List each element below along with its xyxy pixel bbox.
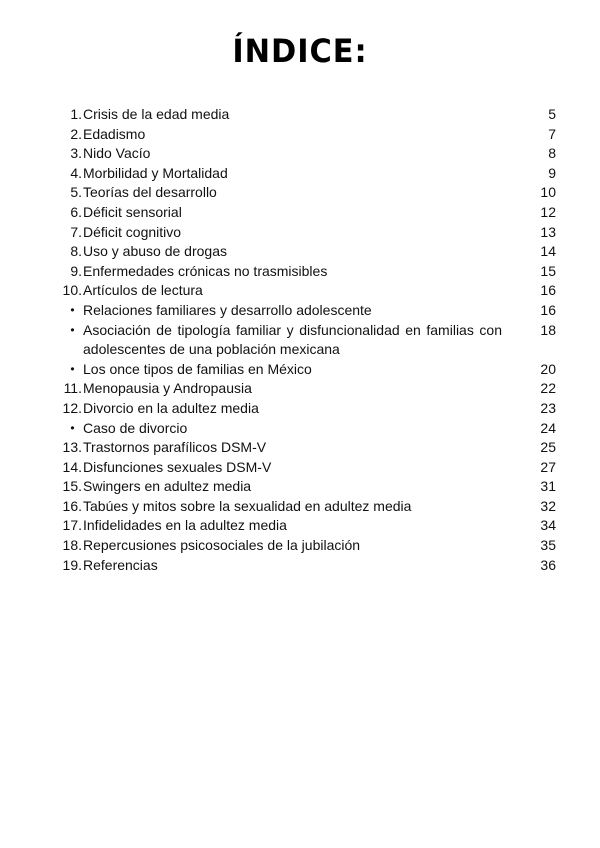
entry-title: Repercusiones psicosociales de la jubilación (83, 537, 361, 554)
entry-number: 13. (62, 439, 82, 456)
page-number: 34 (540, 517, 556, 534)
entry-title: Los once tipos de familias en México (83, 360, 312, 377)
toc-entry (60, 105, 556, 125)
bullet-marker: • (70, 302, 75, 317)
page-number: 8 (548, 145, 556, 162)
entry-title: Trastornos parafílicos DSM-V (83, 439, 267, 456)
bullet-marker: • (70, 322, 75, 337)
entry-number: 10. (62, 282, 82, 299)
entry-title: Nido Vacío (83, 145, 151, 162)
toc-entry (60, 301, 556, 321)
toc-entry (60, 360, 556, 380)
page-number: 9 (548, 164, 556, 181)
page-number: 35 (540, 537, 556, 554)
entry-title: Teorías del desarrollo (83, 184, 217, 201)
entry-number: 17. (62, 517, 82, 534)
entry-title: Divorcio en la adultez media (83, 399, 259, 416)
bullet-marker: • (70, 420, 75, 435)
entry-title: Crisis de la edad media (83, 106, 230, 122)
page-number: 16 (540, 301, 556, 318)
entry-title: Enfermedades crónicas no trasmisibles (83, 262, 328, 279)
entry-title: Tabúes y mitos sobre la sexualidad en adultez media (83, 497, 412, 514)
page-number: 5 (548, 106, 556, 122)
toc-entry (60, 438, 556, 458)
entry-title: Déficit sensorial (83, 203, 182, 220)
entry-number: 15. (62, 478, 82, 495)
toc-entry (60, 419, 556, 439)
entry-number: 18. (62, 537, 82, 554)
entry-title: Artículos de lectura (83, 282, 203, 299)
toc-entry (60, 321, 556, 360)
page-number: 7 (548, 125, 556, 142)
bullet-marker: • (70, 361, 75, 376)
page-number: 22 (540, 380, 556, 397)
page-number: 36 (540, 556, 556, 573)
entry-number: 4. (70, 164, 82, 181)
entry-number: 8. (70, 243, 82, 260)
entry-title: Morbilidad y Mortalidad (83, 164, 228, 181)
page-number: 20 (540, 360, 556, 377)
entry-title: Déficit cognitivo (83, 223, 182, 240)
page-number: 14 (540, 243, 556, 260)
table-of-contents (60, 105, 556, 575)
toc-entry (60, 379, 556, 399)
page-number: 18 (540, 321, 556, 338)
page-number: 24 (540, 419, 556, 436)
entry-number: 9. (70, 262, 82, 279)
entry-title: Referencias (83, 556, 158, 573)
entry-number: 7. (70, 223, 82, 240)
toc-entry (60, 516, 556, 536)
page-number: 13 (540, 223, 556, 240)
entry-title: Relaciones familiares y desarrollo adolescente (83, 301, 372, 318)
entry-number: 14. (62, 458, 82, 475)
page-number: 31 (540, 478, 556, 495)
entry-title: Menopausia y Andropausia (83, 380, 252, 397)
toc-entry (60, 399, 556, 419)
toc-entry (60, 203, 556, 223)
entry-title: Edadismo (83, 125, 146, 142)
entry-number: 5. (70, 184, 82, 201)
page-number: 25 (540, 439, 556, 456)
entry-title: Caso de divorcio (83, 419, 188, 436)
entry-number: 3. (70, 145, 82, 162)
toc-entry (60, 281, 556, 301)
entry-title: Disfunciones sexuales DSM-V (83, 458, 272, 475)
page-number: 10 (540, 184, 556, 201)
toc-entry (60, 125, 556, 145)
page-number: 12 (540, 203, 556, 220)
entry-number: 1. (70, 106, 82, 122)
page-number: 23 (540, 399, 556, 416)
page-number: 15 (540, 262, 556, 279)
entry-number: 11. (63, 380, 82, 397)
toc-entry (60, 556, 556, 576)
entry-number: 19. (62, 556, 82, 573)
page-number: 27 (540, 458, 556, 475)
entry-title: Uso y abuso de drogas (83, 243, 227, 260)
toc-entry (60, 144, 556, 164)
toc-entry (60, 242, 556, 262)
entry-number: 16. (62, 497, 82, 514)
toc-entry (60, 536, 556, 556)
toc-entry (60, 262, 556, 282)
entry-title: Infidelidades en la adultez media (83, 517, 287, 534)
page-title: ÍNDICE: (232, 32, 368, 70)
toc-entry (60, 497, 556, 517)
toc-entry (60, 458, 556, 478)
page-number: 32 (540, 497, 556, 514)
entry-title: Asociación de tipología familiar y disfuncionalidad en familias con adolescentes de una población mexicana (83, 321, 502, 358)
page-number: 16 (540, 282, 556, 299)
entry-number: 2. (70, 125, 82, 142)
toc-entry (60, 164, 556, 184)
toc-entry (60, 477, 556, 497)
entry-number: 6. (70, 203, 82, 220)
entry-title: Swingers en adultez media (83, 478, 252, 495)
toc-entry (60, 183, 556, 203)
entry-number: 12. (62, 399, 82, 416)
toc-entry (60, 223, 556, 243)
